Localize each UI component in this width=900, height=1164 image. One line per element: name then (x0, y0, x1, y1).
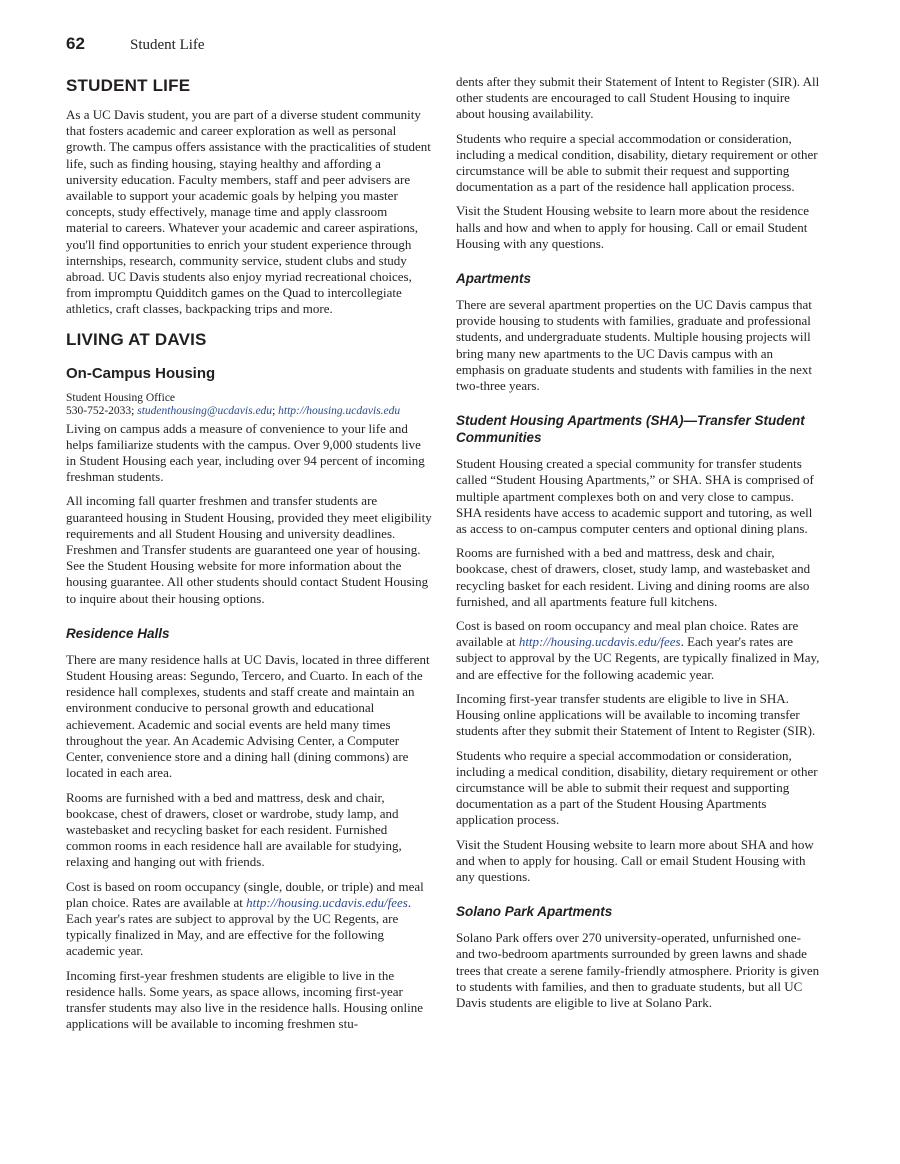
right-column (456, 74, 820, 1019)
page-number: 62 (66, 34, 85, 53)
paragraph-residence-visit: Visit the Student Housing website to learn more about the residence halls and how and when to apply for housing. Call or email Student Housing with any questions. (456, 203, 810, 251)
housing-office-contact (66, 392, 432, 418)
heading-apartments: Apartments (456, 271, 532, 287)
paragraph-residence-eligibility: Incoming first-year freshmen students are eligible to live in the residence halls. Some years, as space allows, incoming first-year transfer students may also live in the residence halls. Housing online applications will be available to incoming freshmen stu- (66, 967, 424, 1032)
office-phone: 530-752-2033; (66, 404, 138, 417)
paragraph-living-on-campus: Living on campus adds a measure of convenience to your life and helps familiarize students with the campus. Over 9,000 students live in Student Housing each year, including over 94 percent of incoming freshman students. (66, 420, 425, 485)
cost-text-b: . Each year's rates are subject to approval by the UC Regents, are typically finalized in May, and are effective for the following academic year. (66, 894, 412, 959)
paragraph-residence-accommodation: Students who require a special accommodation or consideration, including a medical condition, disability, dietary requirement or other circumstance will be able to submit their request and supporting documentation as a part of the residence hall application process. (456, 130, 818, 195)
paragraph-sha-cost (456, 618, 820, 683)
heading-living-at-davis: LIVING AT DAVIS (66, 329, 207, 349)
page-header (66, 34, 205, 56)
paragraph-solano-park: Solano Park offers over 270 university-operated, unfurnished one- and two-bedroom apartments surrounded by green lawns and shade trees that create a serene family-friendly atmosphere. Priority is given to students with families, and then to graduate students, but all UC Davis students are eligible to live at Solano Park. (456, 930, 820, 1010)
paragraph-sha-intro: Student Housing created a special community for transfer students called “Student Housing Apartments,” or SHA. SHA is comprised of multiple apartment complexes both on and very close to campus. SHA residents have access to academic support and tutoring, as well as access to on-campus computer centers and optional dining plans. (456, 456, 814, 537)
sha-cost-text-b: . Each year's rates are subject to approval by the UC Regents, are typically finalized in May, and are effective for the following academic year. (456, 634, 820, 682)
office-separator: ; (272, 404, 279, 417)
paragraph-student-life-intro: As a UC Davis student, you are part of a diverse student community that fosters academic and career exploration as well as personal growth. The campus offers assistance with the practicalities of student life, such as finding housing, staying healthy and affording a university education. Faculty members, staff and peer advisers are available to support your academic goals by helping you master concepts, study effectively, manage time and apply classroom material to careers. Whatever your academic and career aspirations, you'll find opportunities to enrich your student experience through internships, research, community service, student clubs and study abroad. UC Davis students also enjoy myriad recreational choices, from impromptu Quidditch games on the Quad to intercollegiate athletics, craft classes, backpacking trips and more. (66, 107, 431, 317)
paragraph-housing-guarantee: All incoming fall quarter freshmen and transfer students are guaranteed housing in Student Housing, provided they meet eligibility requirements and all Student Housing and university deadlines. Freshmen and Transfer students are guaranteed one year of housing. See the Student Housing website for more information about the housing guarantee. All other students should contact Student Housing to inquire about their housing options. (66, 493, 432, 606)
paragraph-residence-eligibility-cont: dents after they submit their Statement of Intent to Register (SIR). All other students are encouraged to call Student Housing to inquire about housing availability. (456, 74, 820, 122)
sha-cost-text-a: Cost is based on room occupancy and meal plan choice. Rates are available at (456, 618, 799, 650)
paragraph-sha-visit: Visit the Student Housing website to learn more about SHA and how and when to apply for housing. Call or email Student Housing with any questions. (456, 836, 814, 884)
paragraph-sha-eligibility: Incoming first-year transfer students are eligible to live in SHA. Housing online applications will be available to incoming transfer students after they submit their Statement of Intent to Register (SIR). (456, 690, 816, 739)
paragraph-residence-rooms: Rooms are furnished with a bed and mattress, desk and chair, bookcase, chest of drawers, closet or wardrobe, study lamp, and wastebasket and recycling basket for each resident. Furnished common rooms in each residence hall are available for studying, relaxing and hanging out with friends. (66, 789, 402, 870)
cost-text-a: Cost is based on room occupancy (single, double, or triple) and meal plan choice. Rates are available at (66, 878, 424, 910)
office-email-link[interactable]: studenthousing@ucdavis.edu (137, 404, 273, 417)
office-website-link[interactable]: http://housing.ucdavis.edu (278, 404, 401, 417)
heading-residence-halls: Residence Halls (66, 625, 170, 641)
office-contact-line (66, 405, 432, 418)
paragraph-sha-rooms: Rooms are furnished with a bed and mattress, desk and chair, bookcase, chest of drawers, closet, study lamp, and wastebasket and recycling basket for each resident. Living and dining rooms are also furnished, and all apartments feature full kitchens. (456, 545, 811, 609)
paragraph-residence-cost (66, 879, 432, 960)
paragraph-sha-accommodation: Students who require a special accommodation or consideration, including a medical condition, disability, dietary requirement or other circumstance will be able to submit their request and supporting documentation as a part of the Student Housing Apartments application process. (456, 747, 818, 828)
paragraph-apartments: There are several apartment properties on the UC Davis campus that provide housing to students with families, graduate and professional students, and undergraduate students. Multiple housing projects will bring many new apartments to the UC Davis campus with an emphasis on graduate students and students with families in the next two-three years. (456, 297, 812, 394)
sha-fees-link[interactable]: http://housing.ucdavis.edu/fees (518, 634, 681, 650)
heading-sha: Student Housing Apartments (SHA)—Transfer Student Communities (456, 413, 805, 446)
heading-student-life: STUDENT LIFE (66, 76, 191, 95)
fees-link[interactable]: http://housing.ucdavis.edu/fees (246, 894, 408, 910)
running-title: Student Life (130, 37, 205, 53)
heading-solano-park: Solano Park Apartments (456, 904, 613, 920)
paragraph-residence-areas: There are many residence halls at UC Davis, located in three different Student Housing areas: Segundo, Tercero, and Cuarto. In each of the residence hall complexes, students and staff create and maintain an environment conducive to personal growth and educational achievement. Academic and social events are held many times throughout the year. An Academic Advising Center, a Computer Center, convenience store and a dining hall (dining commons) are located in each area. (66, 651, 430, 781)
left-column (66, 74, 432, 1040)
heading-on-campus-housing: On-Campus Housing (66, 364, 216, 382)
office-name: Student Housing Office (66, 391, 176, 404)
